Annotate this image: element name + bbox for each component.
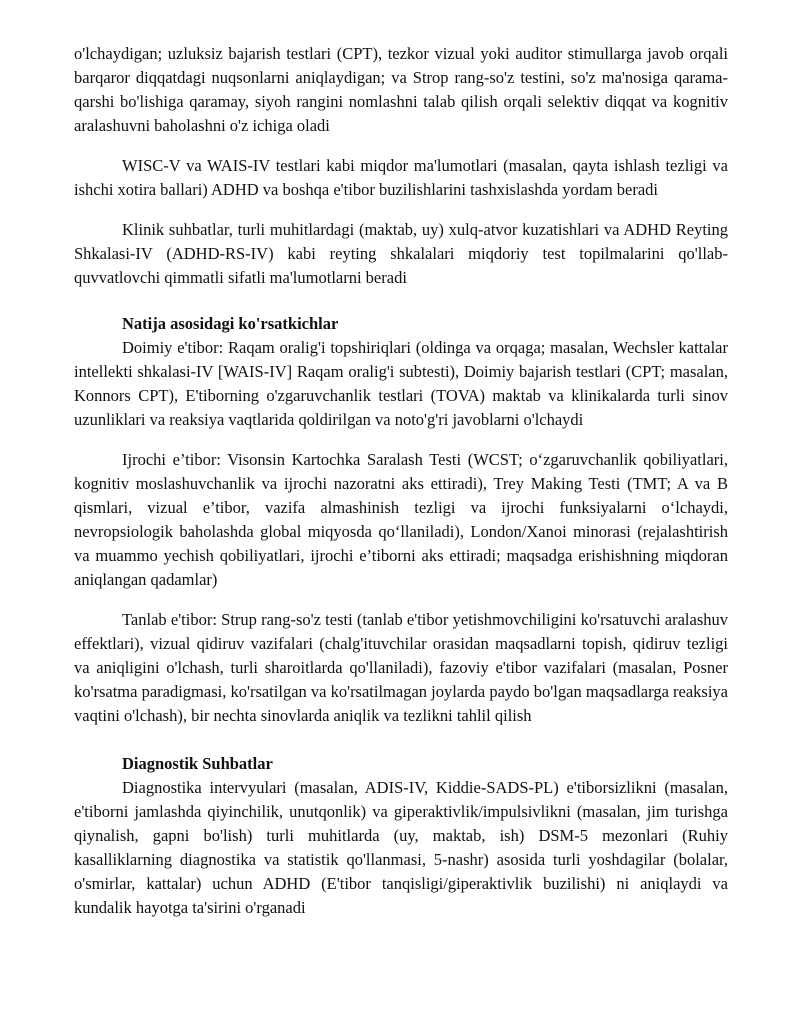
section-heading-diagnostic-interviews: Diagnostik Suhbatlar bbox=[122, 754, 273, 773]
paragraph-diagnostic-interviews: Diagnostika intervyulari (masalan, ADIS-IV, Kiddie-SADS-PL) e'tiborsizlikni (masalan, e'tiborni jamlashda qiyinchilik, unutqonlik) va giperaktivlik/impulsivlikni (masalan, jim turishga qiynalish, gapni bo'lish) turli muhitlarda (uy, maktab, ish) DSM-5 mezonlari (Ruhiy kasalliklarning diagnostika va statistik qo'llanmasi, 5-nashr) asosida turli yoshdagilar (bolalar, o'smirlar, kattalar) uchun ADHD (E'tibor tanqisligi/giperaktivlik buzilishi) ni aniqlaydi va kundalik hayotga ta'sirini o'rganadi bbox=[74, 778, 728, 917]
section-heading-performance-indicators: Natija asosidagi ko'rsatkichlar bbox=[122, 314, 339, 333]
document-page bbox=[74, 42, 728, 920]
paragraph-wisc-wais: WISC-V va WAIS-IV testlari kabi miqdor ma'lumotlari (masalan, qayta ishlash tezligi va ishchi xotira ballari) ADHD va boshqa e'tibor buzilishlarini tashxislashda yordam beradi bbox=[74, 156, 728, 199]
paragraph-sustained-attention: Doimiy e'tibor: Raqam oralig'i topshiriqlari (oldinga va orqaga; masalan, Wechsler kattalar intellekti shkalasi-IV [WAIS-IV] Raqam oralig'i subtesti), Doimiy bajarish testlari (CPT; masalan, Konnors CPT), E'tiborning o'zgaruvchanlik testlari (TOVA) maktab va klinikalarda turli sinov uzunliklari va reaksiya vaqtlarida qoldirilgan va noto'g'ri javoblarni o'lchaydi bbox=[74, 338, 728, 429]
paragraph-executive-attention: Ijrochi e’tibor: Visonsin Kartochka Saralash Testi (WCST; o‘zgaruvchanlik qobiliyatlari, kognitiv moslashuvchanlik va ijrochi nazoratni aks ettiradi), Trey Making Testi (TMT; A va B qismlari, vizual e’tibor, vazifa almashinish tezligi va ijrochi funksiyalarni o‘lchaydi, nevropsiologik baholashda global miqyosda qo‘llaniladi), London/Xanoi minorasi (rejalashtirish va muammo yechish qobiliyatlari, ijrochi e’tiborni aks ettiradi; maqsadga erishishning miqdoran aniqlangan qadamlar) bbox=[74, 450, 728, 589]
paragraph-selective-attention: Tanlab e'tibor: Strup rang-so'z testi (tanlab e'tibor yetishmovchiligini ko'rsatuvchi aralashuv effektlari), vizual qidiruv vazifalari (chalg'ituvchilar orasidan maqsadlarni topish, qidiruv tezligi va aniqligini o'lchash, turli sharoitlarda qo'llaniladi), fazoviy e'tibor vazifalari (masalan, Posner ko'rsatma paradigmasi, ko'rsatilgan va ko'rsatilmagan joylarda paydo bo'lgan maqsadlarga reaksiya vaqtini o'lchash), bir nechta sinovlarda aniqlik va tezlikni tahlil qilish bbox=[74, 610, 728, 725]
paragraph-clinical-interviews: Klinik suhbatlar, turli muhitlardagi (maktab, uy) xulq-atvor kuzatishlari va ADHD Reyting Shkalasi-IV (ADHD-RS-IV) kabi reyting shkalalari miqdoriy test topilmalarini qo'llab-quvvatlovchi qimmatli sifatli ma'lumotlarni beradi bbox=[74, 220, 728, 287]
paragraph-cpt-stroop: o'lchaydigan; uzluksiz bajarish testlari (CPT), tezkor vizual yoki auditor stimullarga javob orqali barqaror diqqatdagi nuqsonlarni aniqlaydigan; va Strop rang-so'z testini, so'z ma'nosiga qarama-qarshi bo'lishiga qaramay, siyoh rangini nomlashni talab qilish orqali selektiv diqqat va kognitiv aralashuvni baholashni o'z ichiga oladi bbox=[74, 44, 728, 135]
